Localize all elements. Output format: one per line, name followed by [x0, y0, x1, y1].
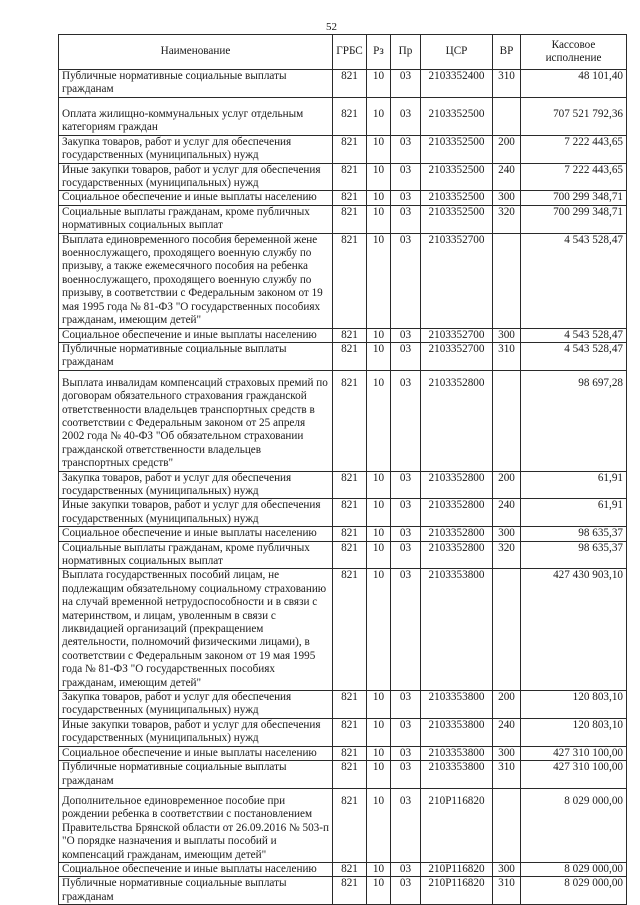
cell-grbs: 821 [333, 163, 367, 191]
cell-pr: 03 [391, 97, 421, 135]
table-row [59, 527, 627, 541]
cell-rz: 10 [367, 527, 391, 541]
cell-name: Публичные нормативные социальные выплаты гражданам [59, 70, 333, 98]
cell-rz: 10 [367, 205, 391, 233]
table-header-row [59, 35, 627, 70]
cell-name: Дополнительное единовременное пособие при рождении ребенка в соответствии с постановлением Правительства Брянской области от 26.09.2016 № 503-п "О порядке назначения и выплаты пособий и компенсаций гражданам, имеющим детей" [59, 788, 333, 862]
cell-name: Социальное обеспечение и иные выплаты населению [59, 746, 333, 760]
cell-vr: 310 [493, 761, 521, 789]
cell-vr [493, 788, 521, 862]
cell-grbs: 821 [333, 97, 367, 135]
cell-amount: 4 543 528,47 [521, 342, 627, 370]
cell-rz: 10 [367, 569, 391, 691]
cell-amount: 4 543 528,47 [521, 233, 627, 328]
cell-amount: 700 299 348,71 [521, 191, 627, 205]
cell-amount: 8 029 000,00 [521, 877, 627, 905]
cell-rz: 10 [367, 342, 391, 370]
cell-csr: 2103353800 [421, 746, 493, 760]
cell-vr: 240 [493, 718, 521, 746]
cell-grbs: 821 [333, 205, 367, 233]
column-header-amount: Кассовое исполнение [521, 35, 627, 70]
cell-name: Выплата инвалидам компенсаций страховых премий по договорам обязательного страхования гражданской ответственности владельцев транспортных средств в соответствии с Федеральным законом от 25 апреля 2002 года № 40-ФЗ "Об обязательном страховании гражданской ответственности владельцев транспортных средств" [59, 370, 333, 471]
cell-vr: 310 [493, 342, 521, 370]
cell-name: Социальное обеспечение и иные выплаты населению [59, 862, 333, 876]
cell-amount: 120 803,10 [521, 718, 627, 746]
cell-name: Закупка товаров, работ и услуг для обеспечения государственных (муниципальных) нужд [59, 135, 333, 163]
cell-amount: 98 635,37 [521, 527, 627, 541]
cell-pr: 03 [391, 499, 421, 527]
cell-grbs: 821 [333, 370, 367, 471]
cell-csr: 2103352700 [421, 342, 493, 370]
cell-grbs: 821 [333, 70, 367, 98]
cell-grbs: 821 [333, 541, 367, 569]
cell-pr: 03 [391, 233, 421, 328]
cell-rz: 10 [367, 70, 391, 98]
cell-csr: 2103353800 [421, 691, 493, 719]
cell-vr: 300 [493, 746, 521, 760]
cell-csr: 2103352700 [421, 233, 493, 328]
cell-rz: 10 [367, 370, 391, 471]
cell-vr: 240 [493, 499, 521, 527]
cell-grbs: 821 [333, 233, 367, 328]
cell-vr: 320 [493, 541, 521, 569]
table-row [59, 342, 627, 370]
cell-amount: 98 635,37 [521, 541, 627, 569]
cell-rz: 10 [367, 718, 391, 746]
cell-pr: 03 [391, 205, 421, 233]
cell-csr: 2103352500 [421, 191, 493, 205]
table-row [59, 746, 627, 760]
cell-vr: 320 [493, 205, 521, 233]
cell-csr: 2103352500 [421, 97, 493, 135]
cell-name: Иные закупки товаров, работ и услуг для обеспечения государственных (муниципальных) нужд [59, 718, 333, 746]
cell-csr: 2103352500 [421, 135, 493, 163]
cell-rz: 10 [367, 691, 391, 719]
budget-table [58, 34, 627, 905]
cell-rz: 10 [367, 788, 391, 862]
cell-pr: 03 [391, 471, 421, 499]
cell-amount: 427 310 100,00 [521, 761, 627, 789]
cell-vr: 300 [493, 527, 521, 541]
cell-name: Оплата жилищно-коммунальных услуг отдельным категориям граждан [59, 97, 333, 135]
cell-csr: 2103352500 [421, 205, 493, 233]
table-row [59, 569, 627, 691]
cell-csr: 2103352800 [421, 499, 493, 527]
cell-pr: 03 [391, 70, 421, 98]
cell-pr: 03 [391, 342, 421, 370]
cell-grbs: 821 [333, 135, 367, 163]
cell-amount: 61,91 [521, 471, 627, 499]
cell-grbs: 821 [333, 471, 367, 499]
cell-vr [493, 233, 521, 328]
cell-pr: 03 [391, 862, 421, 876]
column-header-csr: ЦСР [421, 35, 493, 70]
cell-pr: 03 [391, 370, 421, 471]
cell-rz: 10 [367, 746, 391, 760]
cell-grbs: 821 [333, 718, 367, 746]
cell-pr: 03 [391, 746, 421, 760]
cell-grbs: 821 [333, 877, 367, 905]
cell-vr [493, 569, 521, 691]
cell-rz: 10 [367, 862, 391, 876]
cell-grbs: 821 [333, 862, 367, 876]
cell-grbs: 821 [333, 191, 367, 205]
table-row [59, 97, 627, 135]
column-header-pr: Пр [391, 35, 421, 70]
cell-pr: 03 [391, 877, 421, 905]
table-row [59, 70, 627, 98]
cell-pr: 03 [391, 135, 421, 163]
cell-pr: 03 [391, 527, 421, 541]
cell-rz: 10 [367, 328, 391, 342]
table-row [59, 370, 627, 471]
cell-vr [493, 370, 521, 471]
cell-name: Закупка товаров, работ и услуг для обеспечения государственных (муниципальных) нужд [59, 691, 333, 719]
cell-vr [493, 97, 521, 135]
cell-pr: 03 [391, 569, 421, 691]
cell-vr: 200 [493, 691, 521, 719]
cell-vr: 240 [493, 163, 521, 191]
table-row [59, 205, 627, 233]
cell-grbs: 821 [333, 569, 367, 691]
cell-grbs: 821 [333, 761, 367, 789]
cell-csr: 2103352500 [421, 163, 493, 191]
cell-pr: 03 [391, 718, 421, 746]
cell-name: Публичные нормативные социальные выплаты гражданам [59, 342, 333, 370]
cell-rz: 10 [367, 499, 391, 527]
cell-pr: 03 [391, 328, 421, 342]
table-row [59, 135, 627, 163]
cell-rz: 10 [367, 163, 391, 191]
cell-vr: 300 [493, 862, 521, 876]
cell-vr: 310 [493, 877, 521, 905]
table-row [59, 499, 627, 527]
cell-pr: 03 [391, 691, 421, 719]
cell-name: Социальное обеспечение и иные выплаты населению [59, 328, 333, 342]
cell-pr: 03 [391, 788, 421, 862]
cell-amount: 7 222 443,65 [521, 163, 627, 191]
cell-grbs: 821 [333, 342, 367, 370]
cell-name: Социальные выплаты гражданам, кроме публичных нормативных социальных выплат [59, 541, 333, 569]
table-row [59, 541, 627, 569]
cell-amount: 48 101,40 [521, 70, 627, 98]
column-header-grbs: ГРБС [333, 35, 367, 70]
cell-name: Иные закупки товаров, работ и услуг для обеспечения государственных (муниципальных) нужд [59, 499, 333, 527]
cell-rz: 10 [367, 471, 391, 499]
table-row [59, 877, 627, 905]
cell-pr: 03 [391, 541, 421, 569]
cell-grbs: 821 [333, 788, 367, 862]
cell-name: Выплата единовременного пособия беременной жене военнослужащего, проходящего военную службу по призыву, а также ежемесячного пособия на ребенка военнослужащего, проходящего военную службу по призыву, в соответствии с Федеральным законом от 19 мая 1995 года № 81-ФЗ "О государственных пособиях гражданам, имеющим детей" [59, 233, 333, 328]
table-row [59, 788, 627, 862]
cell-vr: 200 [493, 135, 521, 163]
table-row [59, 233, 627, 328]
cell-csr: 2103353800 [421, 569, 493, 691]
cell-csr: 2103353800 [421, 761, 493, 789]
table-row [59, 718, 627, 746]
cell-amount: 427 430 903,10 [521, 569, 627, 691]
cell-vr: 310 [493, 70, 521, 98]
cell-amount: 427 310 100,00 [521, 746, 627, 760]
cell-name: Социальное обеспечение и иные выплаты населению [59, 191, 333, 205]
cell-csr: 2103352800 [421, 527, 493, 541]
cell-csr: 210P116820 [421, 862, 493, 876]
page-number: 52 [326, 21, 337, 33]
cell-csr: 2103352700 [421, 328, 493, 342]
cell-pr: 03 [391, 191, 421, 205]
cell-grbs: 821 [333, 527, 367, 541]
cell-csr: 210P116820 [421, 877, 493, 905]
table-row [59, 471, 627, 499]
cell-rz: 10 [367, 97, 391, 135]
cell-name: Публичные нормативные социальные выплаты гражданам [59, 877, 333, 905]
cell-csr: 2103352800 [421, 541, 493, 569]
cell-amount: 707 521 792,36 [521, 97, 627, 135]
column-header-vr: ВР [493, 35, 521, 70]
cell-vr: 200 [493, 471, 521, 499]
cell-pr: 03 [391, 163, 421, 191]
cell-name: Социальное обеспечение и иные выплаты населению [59, 527, 333, 541]
table-row [59, 328, 627, 342]
cell-rz: 10 [367, 541, 391, 569]
column-header-rz: Рз [367, 35, 391, 70]
cell-amount: 8 029 000,00 [521, 788, 627, 862]
cell-vr: 300 [493, 328, 521, 342]
cell-pr: 03 [391, 761, 421, 789]
table-row [59, 691, 627, 719]
cell-rz: 10 [367, 135, 391, 163]
table-row [59, 761, 627, 789]
table-row [59, 163, 627, 191]
cell-vr: 300 [493, 191, 521, 205]
cell-name: Закупка товаров, работ и услуг для обеспечения государственных (муниципальных) нужд [59, 471, 333, 499]
cell-amount: 700 299 348,71 [521, 205, 627, 233]
cell-amount: 61,91 [521, 499, 627, 527]
cell-grbs: 821 [333, 691, 367, 719]
cell-amount: 7 222 443,65 [521, 135, 627, 163]
cell-rz: 10 [367, 233, 391, 328]
cell-csr: 2103352400 [421, 70, 493, 98]
cell-amount: 8 029 000,00 [521, 862, 627, 876]
cell-csr: 2103353800 [421, 718, 493, 746]
cell-name: Публичные нормативные социальные выплаты гражданам [59, 761, 333, 789]
cell-name: Социальные выплаты гражданам, кроме публичных нормативных социальных выплат [59, 205, 333, 233]
cell-amount: 4 543 528,47 [521, 328, 627, 342]
cell-rz: 10 [367, 191, 391, 205]
cell-rz: 10 [367, 761, 391, 789]
cell-csr: 2103352800 [421, 370, 493, 471]
table-row [59, 862, 627, 876]
cell-name: Выплата государственных пособий лицам, не подлежащим обязательному социальному страхованию на случай временной нетрудоспособности и в связи с материнством, и лицам, уволенным в связи с ликвидацией организаций (прекращением деятельности, полномочий физическими лицами), в соответствии с Федеральным законом от 19 мая 1995 года № 81-ФЗ "О государственных пособиях гражданам, имеющим детей" [59, 569, 333, 691]
cell-amount: 120 803,10 [521, 691, 627, 719]
cell-csr: 2103352800 [421, 471, 493, 499]
cell-grbs: 821 [333, 328, 367, 342]
cell-amount: 98 697,28 [521, 370, 627, 471]
cell-name: Иные закупки товаров, работ и услуг для обеспечения государственных (муниципальных) нужд [59, 163, 333, 191]
cell-rz: 10 [367, 877, 391, 905]
table-row [59, 191, 627, 205]
cell-grbs: 821 [333, 746, 367, 760]
cell-grbs: 821 [333, 499, 367, 527]
column-header-name: Наименование [59, 35, 333, 70]
cell-csr: 210P116820 [421, 788, 493, 862]
